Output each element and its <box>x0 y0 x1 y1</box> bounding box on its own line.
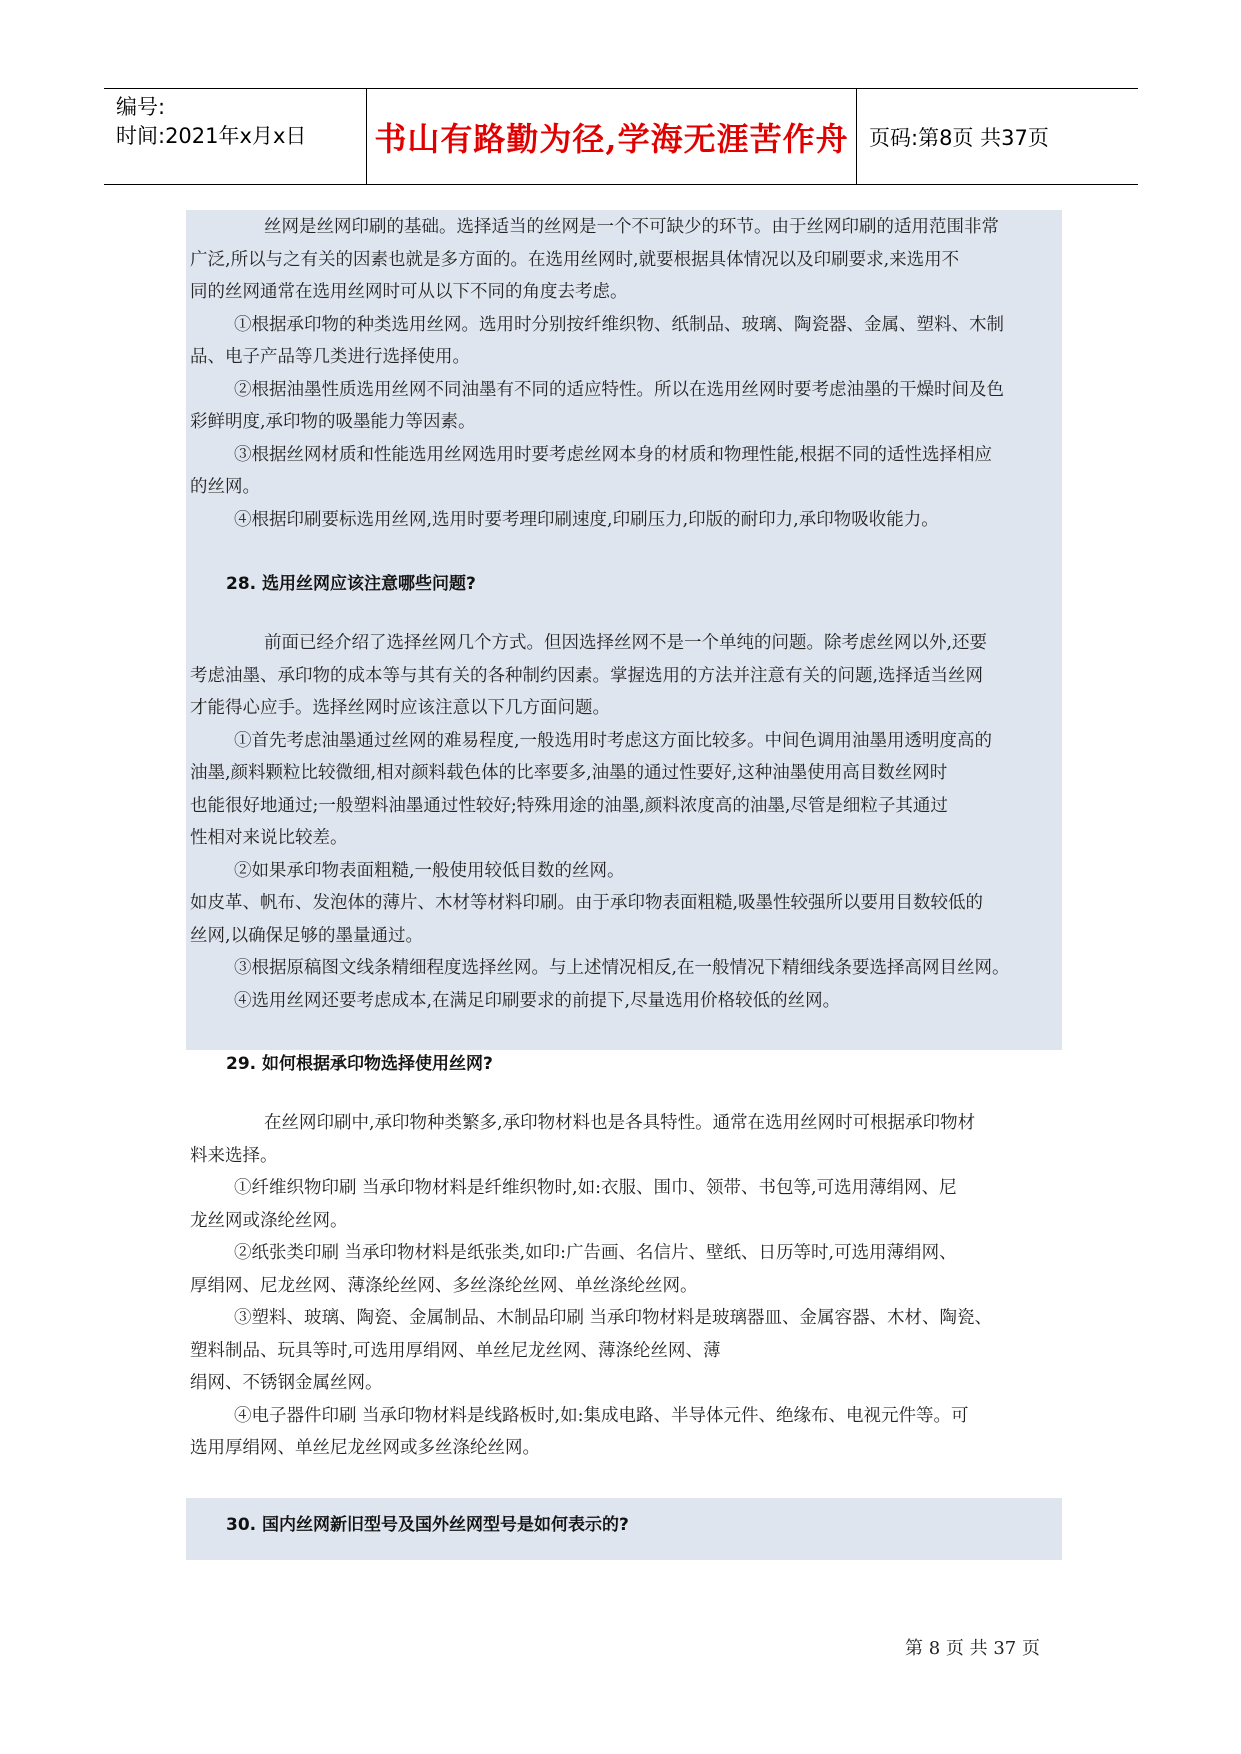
header-motto: 书山有路勤为径,学海无涯苦作舟 <box>367 89 857 184</box>
text-line: 如皮革、帆布、发泡体的薄片、木材等材料印刷。由于承印物表面粗糙,吸墨性较强所以要用目数较低的 <box>190 893 984 913</box>
header-meta <box>104 89 367 184</box>
text-line: ③根据丝网材质和性能选用丝网选用时要考虑丝网本身的材质和物理性能,根据不同的适性选择相应 <box>234 444 993 465</box>
question-29-body <box>190 1107 1060 1465</box>
text-line: ④根据印刷要标选用丝网,选用时要考理印刷速度,印刷压力,印版的耐印力,承印物吸收能力。 <box>234 509 939 530</box>
text-line: ③塑料、玻璃、陶瓷、金属制品、木制品印刷 当承印物材料是玻璃器皿、金属容器、木材、陶瓷、 <box>234 1308 993 1328</box>
text-line: ①根据承印物的种类选用丝网。选用时分别按纤维织物、纸制品、玻璃、陶瓷器、金属、塑料、木制 <box>234 314 1004 335</box>
text-line: ①首先考虑油墨通过丝网的难易程度,一般选用时考虑这方面比较多。中间色调用油墨用透明度高的 <box>234 730 993 751</box>
text-line: 丝网,以确保足够的墨量通过。 <box>190 925 424 946</box>
page-footer: 第 8 页 共 37 页 <box>905 1638 1040 1659</box>
question-30-title: 30. 国内丝网新旧型号及国外丝网型号是如何表示的? <box>226 1515 629 1535</box>
text-line: ③根据原稿图文线条精细程度选择丝网。与上述情况相反,在一般情况下精细线条要选择高网目丝网。 <box>234 958 1010 978</box>
text-line: 也能很好地通过;一般塑料油墨通过性较好;特殊用途的油墨,颜料浓度高的油墨,尽管是细粒子其通过 <box>190 795 948 816</box>
text-line: 绢网、不锈钢金属丝网。 <box>190 1373 383 1393</box>
text-line: 塑料制品、玩具等时,可选用厚绢网、单丝尼龙丝网、薄涤纶丝网、薄 <box>190 1340 721 1361</box>
text-line: ②纸张类印刷 当承印物材料是纸张类,如印:广告画、名信片、壁纸、日历等时,可选用薄绢网、 <box>234 1243 957 1263</box>
text-line: ②根据油墨性质选用丝网不同油墨有不同的适应特性。所以在选用丝网时要考虑油墨的干燥时间及色 <box>234 379 1004 400</box>
time-label: 时间:2021年x月x日 <box>116 124 307 148</box>
question-28-body <box>190 627 1060 1017</box>
header-page-code: 页码:第8页 共37页 <box>869 125 1049 150</box>
text-line: 彩鲜明度,承印物的吸墨能力等因素。 <box>190 412 476 432</box>
text-line: 广泛,所以与之有关的因素也就是多方面的。在选用丝网时,就要根据具体情况以及印刷要求,来选用不 <box>190 249 960 270</box>
intro-section <box>190 211 1060 536</box>
text-line: ②如果承印物表面粗糙,一般使用较低目数的丝网。 <box>234 860 625 881</box>
text-line: ①纤维织物印刷 当承印物材料是纤维织物时,如:衣服、围巾、领带、书包等,可选用薄绢网、尼 <box>234 1178 957 1198</box>
question-28-title: 28. 选用丝网应该注意哪些问题? <box>226 574 476 594</box>
text-line: 料来选择。 <box>190 1145 278 1166</box>
text-line: 性相对来说比较差。 <box>190 828 348 848</box>
text-line: 龙丝网或涤纶丝网。 <box>190 1210 348 1231</box>
page-header <box>104 88 1138 185</box>
question-29-title: 29. 如何根据承印物选择使用丝网? <box>226 1054 493 1074</box>
text-line: 品、电子产品等几类进行选择使用。 <box>190 347 470 367</box>
text-line: 厚绢网、尼龙丝网、薄涤纶丝网、多丝涤纶丝网、单丝涤纶丝网。 <box>190 1275 698 1296</box>
text-line: 才能得心应手。选择丝网时应该注意以下几方面问题。 <box>190 698 610 718</box>
text-line: 丝网是丝网印刷的基础。选择适当的丝网是一个不可缺少的环节。由于丝网印刷的适用范围非常 <box>264 217 999 237</box>
number-label: 编号: <box>116 95 166 119</box>
text-line: ④电子器件印刷 当承印物材料是线路板时,如:集成电路、半导体元件、绝缘布、电视元件等。可 <box>234 1405 969 1426</box>
text-line: 前面已经介绍了选择丝网几个方式。但因选择丝网不是一个单纯的问题。除考虑丝网以外,还要 <box>264 633 988 653</box>
text-line: 选用厚绢网、单丝尼龙丝网或多丝涤纶丝网。 <box>190 1438 540 1458</box>
text-line: 的丝网。 <box>190 477 260 497</box>
text-line: 考虑油墨、承印物的成本等与其有关的各种制约因素。掌握选用的方法并注意有关的问题,选择适当丝网 <box>190 665 984 686</box>
text-line: ④选用丝网还要考虑成本,在满足印刷要求的前提下,尽量选用价格较低的丝网。 <box>234 990 841 1011</box>
text-line: 在丝网印刷中,承印物种类繁多,承印物材料也是各具特性。通常在选用丝网时可根据承印物材 <box>264 1113 976 1133</box>
text-line: 同的丝网通常在选用丝网时可从以下不同的角度去考虑。 <box>190 282 628 302</box>
text-line: 油墨,颜料颗粒比较微细,相对颜料载色体的比率要多,油墨的通过性要好,这种油墨使用高目数丝网时 <box>190 763 948 783</box>
